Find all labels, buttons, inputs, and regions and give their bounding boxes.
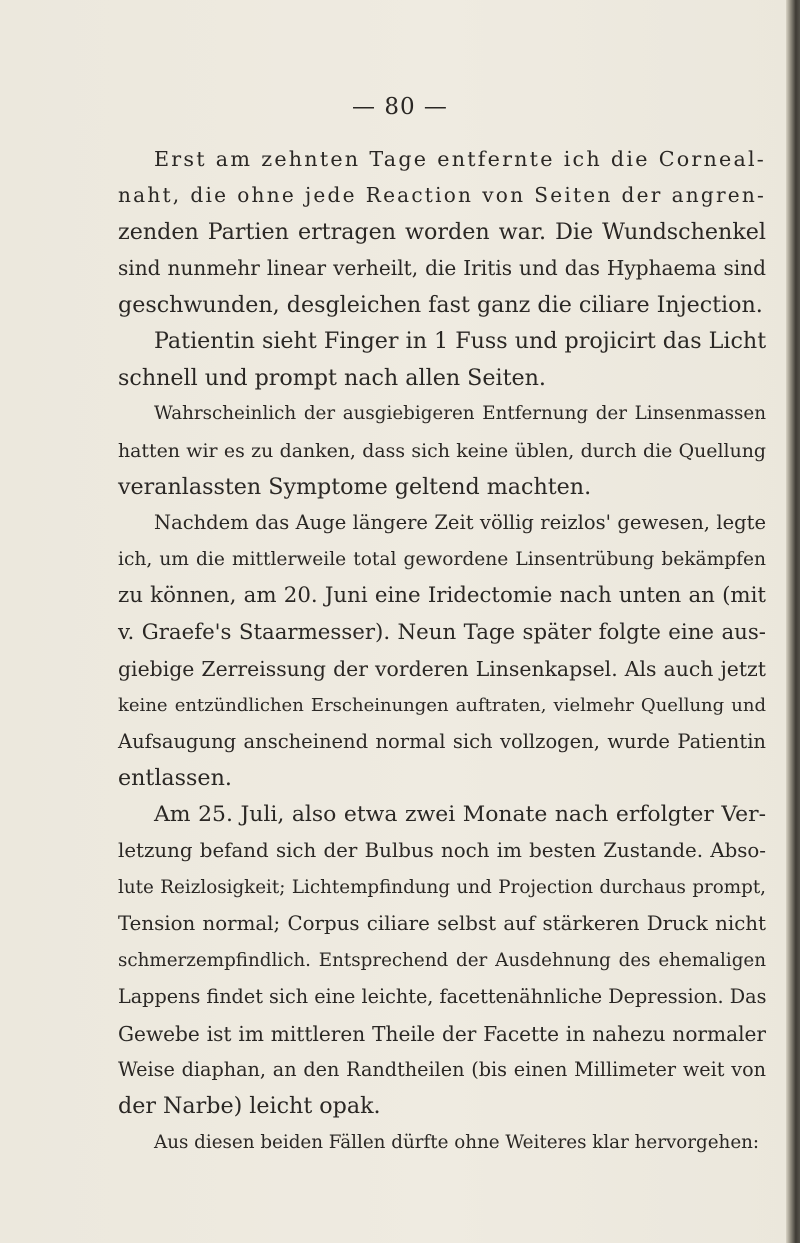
text-line: geschwunden, desgleichen fast ganz die ciliare Injection. <box>118 291 763 318</box>
book-edge <box>786 0 800 1243</box>
text-line: v. Graefe's Staarmesser). Neun Tage später folgte eine aus- <box>118 619 766 645</box>
text-line: Erst am zehnten Tage entfernte ich die Corneal- <box>154 147 766 171</box>
text-line: keine entzündlichen Erscheinungen auftraten, vielmehr Quellung und <box>118 694 766 716</box>
text-line: zu können, am 20. Juni eine Iridectomie nach unten an (mit <box>118 583 766 609</box>
text-line: schmerzempfindlich. Entsprechend der Ausdehnung des ehemaligen <box>118 949 766 971</box>
text-line: veranlassten Symptome geltend machten. <box>118 473 592 500</box>
text-line: Weise diaphan, an den Randtheilen (bis einen Millimeter weit von <box>118 1057 766 1081</box>
text-line: der Narbe) leicht opak. <box>118 1093 381 1120</box>
text-line: zenden Partien ertragen worden war. Die Wundschenkel <box>118 218 766 245</box>
text-line: Tension normal; Corpus ciliare selbst auf stärkeren Druck nicht <box>118 912 766 936</box>
text-line: Gewebe ist im mittleren Theile der Facette in nahezu normaler <box>118 1021 766 1046</box>
text-line: Wahrscheinlich der ausgiebigeren Entfernung der Linsenmassen <box>154 403 766 425</box>
text-line: lute Reizlosigkeit; Lichtempfindung und Projection durchaus prompt, <box>118 876 766 898</box>
body-text <box>118 141 766 1161</box>
page-number: — 80 — <box>352 94 448 120</box>
text-line: Aus diesen beiden Fällen dürfte ohne Weiteres klar hervorgehen: <box>154 1131 760 1153</box>
text-line: Am 25. Juli, also etwa zwei Monate nach erfolgter Ver- <box>154 801 766 827</box>
text-line: hatten wir es zu danken, dass sich keine üblen, durch die Quellung <box>118 439 766 462</box>
text-line: schnell und prompt nach allen Seiten. <box>118 364 546 391</box>
text-line: letzung befand sich der Bulbus noch im besten Zustande. Abso- <box>118 839 766 863</box>
text-line: sind nunmehr linear verheilt, die Iritis und das Hyphaema sind <box>118 256 766 281</box>
text-line: giebige Zerreissung der vorderen Linsenkapsel. Als auch jetzt <box>118 657 766 682</box>
text-line: Lappens findet sich eine leichte, facettenähnliche Depression. Das <box>118 985 767 1009</box>
text-line: Nachdem das Auge längere Zeit völlig reizlos' gewesen, legte <box>154 511 766 535</box>
text-line: Aufsaugung anscheinend normal sich vollzogen, wurde Patientin <box>118 730 766 753</box>
text-line: Patientin sieht Finger in 1 Fuss und projicirt das Licht <box>154 328 767 355</box>
text-line: naht, die ohne jede Reaction von Seiten der angren- <box>118 183 766 208</box>
text-line: ich, um die mittlerweile total gewordene Linsentrübung bekämpfen <box>118 548 766 570</box>
text-line: entlassen. <box>118 765 232 792</box>
